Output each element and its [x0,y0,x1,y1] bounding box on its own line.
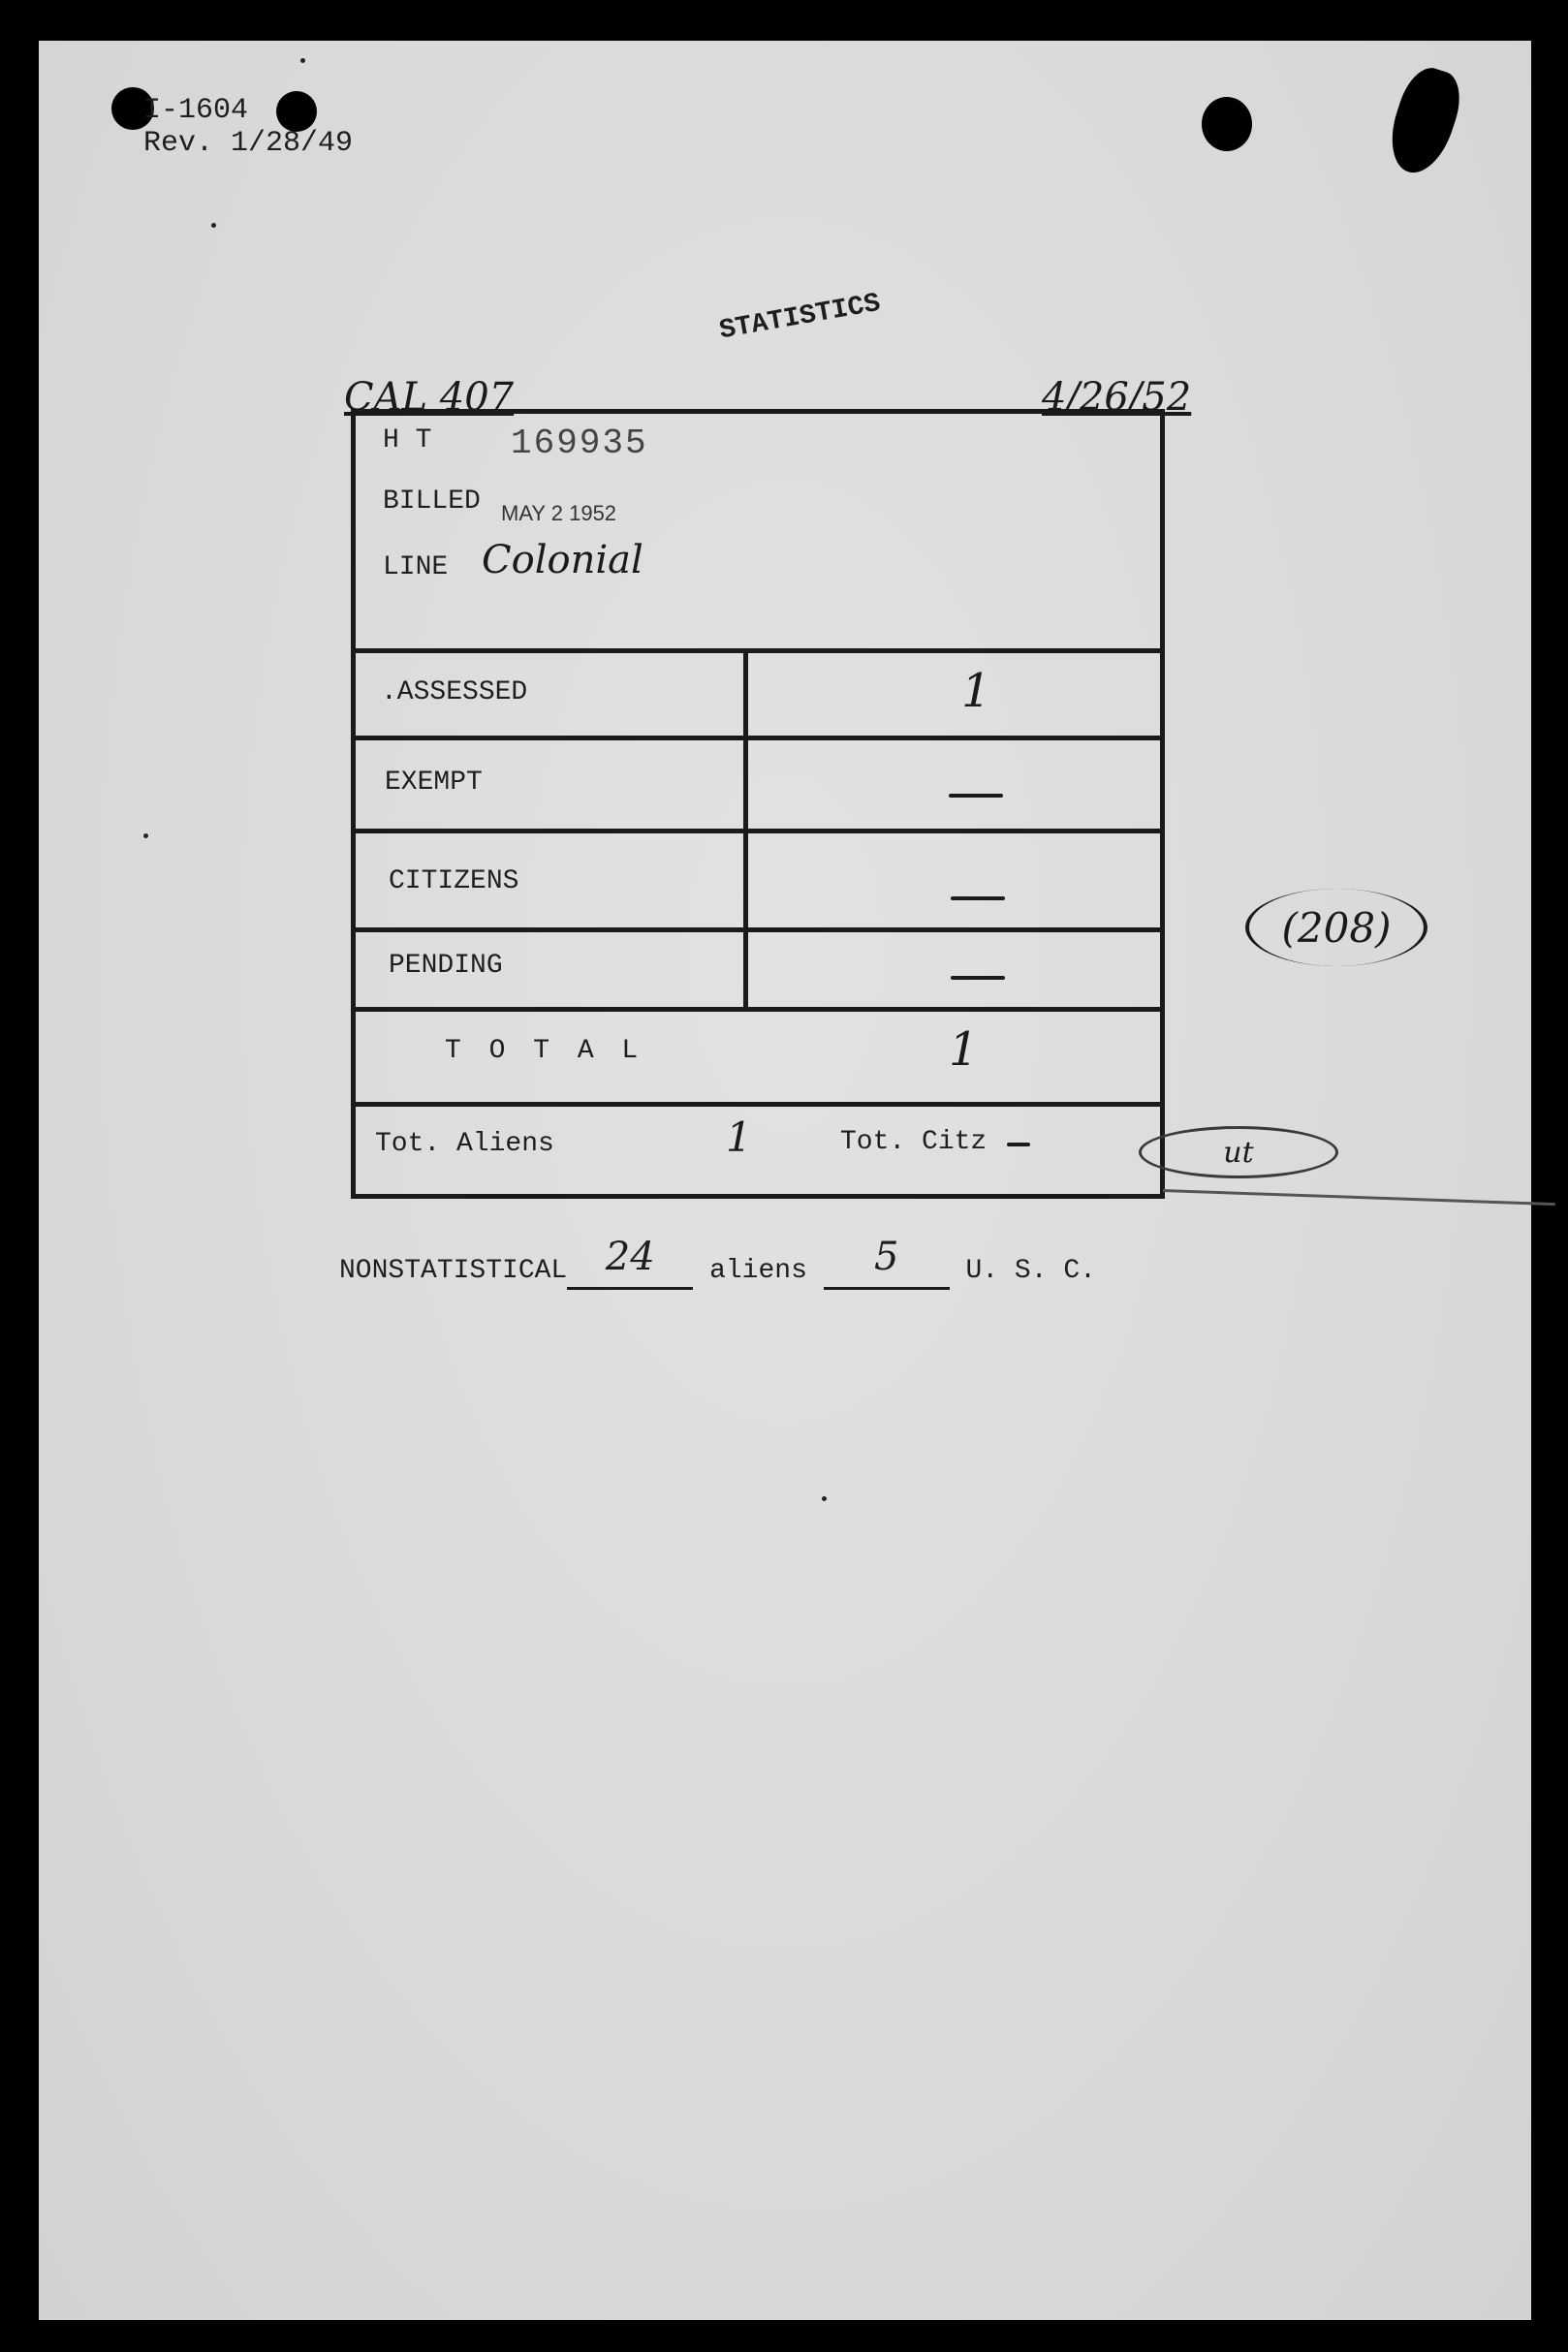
handwritten-cal-number: CAL 407 [344,375,515,420]
line-value: Colonial [482,538,643,582]
row-divider [356,648,1160,653]
ht-number: 169935 [511,423,648,463]
ht-label: H T [383,425,432,455]
form-code [143,94,353,160]
punch-mark-right [1380,61,1468,180]
column-divider [743,648,748,1012]
billed-label: BILLED [383,486,481,517]
row-value-citizens [951,896,1005,900]
speck [143,833,148,838]
speck [822,1496,827,1501]
nonstatistical-usc-value: 5 [873,1235,899,1279]
row-label-citizens: CITIZENS [389,866,519,896]
nonstatistical-line [339,1235,1096,1290]
row-divider [356,736,1160,740]
form-code-line2: Rev. 1/28/49 [143,127,354,160]
tot-citz-value [1007,1143,1030,1146]
pen-stroke [1163,1189,1555,1206]
row-label-exempt: EXEMPT [385,768,483,798]
row-label-assessed: .ASSESSED [381,677,528,707]
document-page [39,41,1531,2320]
row-value-exempt [949,794,1003,798]
circled-note: (208) [1245,889,1427,966]
row-divider [356,927,1160,932]
billed-date-stamp: MAY 2 1952 [501,501,617,525]
nonstatistical-label: NONSTATISTICAL [339,1256,568,1286]
row-divider [356,1007,1160,1012]
row-divider [356,829,1160,833]
tot-citz-label: Tot. Citz [840,1127,988,1157]
row-value-assessed: 1 [961,664,991,718]
statistics-stamp: STATISTICS [717,288,883,347]
nonstatistical-aliens-value: 24 [605,1235,655,1279]
tot-aliens-label: Tot. Aliens [375,1129,554,1159]
line-label: LINE [383,552,449,582]
handwritten-date: 4/26/52 [1042,375,1192,420]
initials-oval [1139,1126,1338,1178]
speck [300,58,305,63]
row-label-pending: PENDING [389,951,503,981]
row-divider [356,1102,1160,1107]
aliens-label: aliens [709,1256,807,1286]
punch-hole-right [1202,97,1252,151]
initials: ut [1223,1135,1254,1170]
usc-label: U. S. C. [965,1256,1096,1286]
row-value-pending [951,976,1005,980]
speck [211,223,216,228]
statistics-form [351,409,1165,1199]
total-value: 1 [949,1022,979,1077]
total-label: T O T A L [445,1036,644,1066]
tot-aliens-value: 1 [726,1113,752,1161]
form-code-line1: I-1604 [143,94,249,127]
